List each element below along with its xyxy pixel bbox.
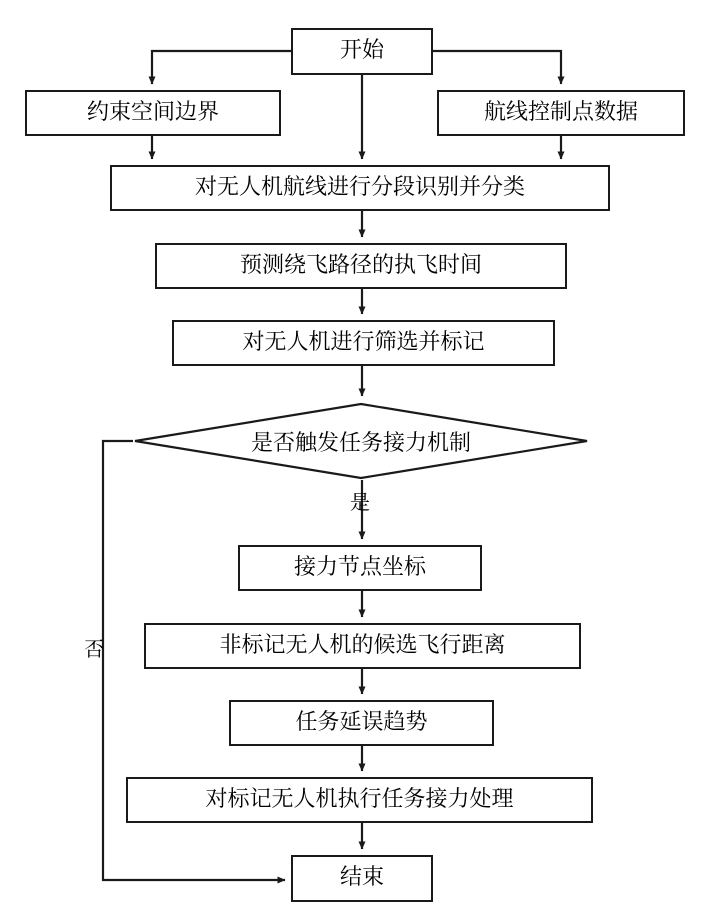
node-relay-node-coordinates[interactable] [238,545,482,591]
node-waypoint-data[interactable] [437,90,685,136]
node-decision-relay-trigger-label: 是否触发任务接力机制 [250,430,471,456]
edge-start-to-boundary [152,51,291,84]
node-decision-relay-trigger[interactable] [133,402,589,480]
node-execute-relay-handling[interactable] [126,777,593,823]
node-filter-and-mark-label: 对无人机进行筛选并标记 [242,329,485,355]
node-end-label: 结束 [339,865,384,891]
edge-start-to-waypoint [433,51,561,84]
edge-label-no: 否 [84,637,104,661]
node-candidate-flight-distance[interactable] [144,623,581,669]
node-execute-relay-handling-label: 对标记无人机执行任务接力处理 [205,786,514,812]
node-predict-flight-time-label: 预测绕飞路径的执飞时间 [239,252,482,278]
node-start-label: 开始 [339,38,384,64]
node-filter-and-mark[interactable] [172,320,555,366]
node-candidate-flight-distance-label: 非标记无人机的候选飞行距离 [219,632,506,658]
node-predict-flight-time[interactable] [155,243,567,289]
node-constraint-boundary-label: 约束空间边界 [86,99,219,125]
node-route-segmentation[interactable] [110,165,610,211]
edge-label-yes: 是 [350,490,370,514]
node-task-delay-trend-label: 任务延误趋势 [295,709,428,735]
node-constraint-boundary[interactable] [25,90,281,136]
node-task-delay-trend[interactable] [229,700,494,746]
node-end[interactable] [291,855,433,902]
node-waypoint-data-label: 航线控制点数据 [483,99,638,125]
node-start[interactable] [291,28,433,75]
node-route-segmentation-label: 对无人机航线进行分段识别并分类 [194,174,525,200]
node-relay-node-coordinates-label: 接力节点坐标 [293,554,426,580]
